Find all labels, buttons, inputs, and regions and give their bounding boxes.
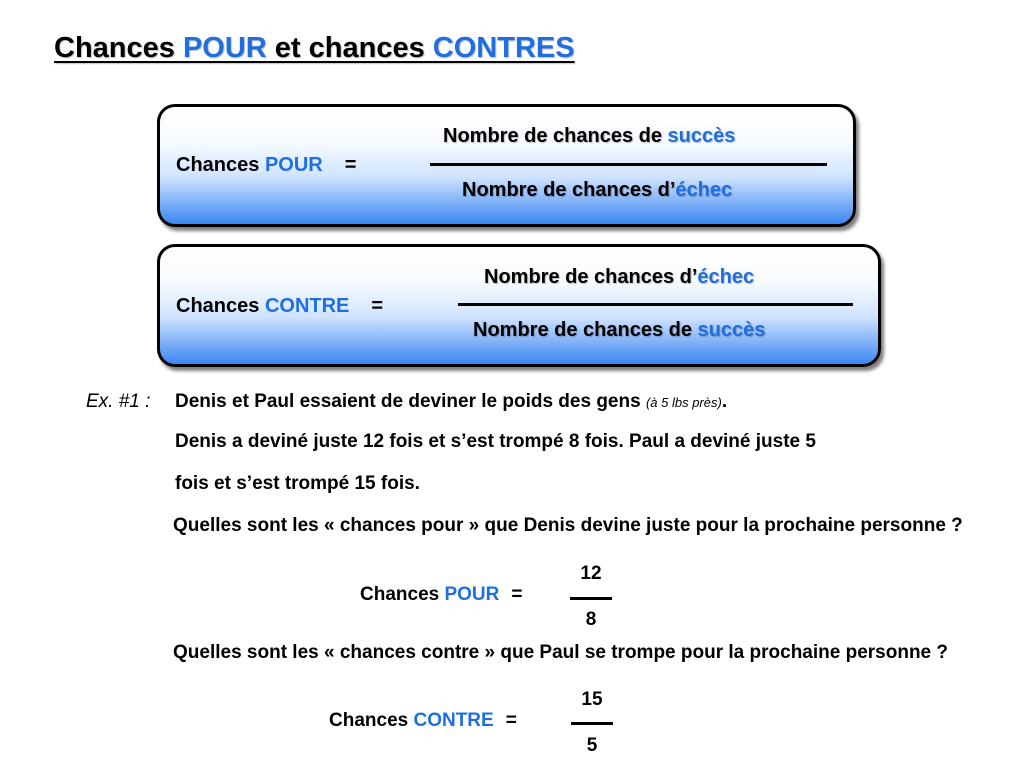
formula-pour-lhs-highlight: POUR	[264, 154, 323, 176]
question-1: Quelles sont les « chances pour » que Denis devine juste pour la prochaine personne ?	[173, 515, 963, 536]
formula-contre-lhs-highlight: CONTRE	[264, 295, 350, 317]
example-line-1-note: (à 5 lbs près)	[645, 395, 722, 410]
example-label: Ex. #1 :	[86, 391, 151, 412]
formula-contre-lhs-word: Chances	[176, 295, 265, 317]
title-text-2: et chances	[266, 32, 433, 64]
answer-2-lhs-word: Chances	[329, 710, 414, 731]
formula-pour-numerator-highlight: succès	[667, 125, 736, 147]
answer-1-lhs	[360, 584, 523, 606]
formula-contre-equals: =	[371, 295, 384, 317]
answer-2-equals: =	[505, 710, 517, 731]
answer-1-denominator: 8	[585, 609, 597, 630]
formula-pour-numerator-text: Nombre de chances de	[443, 125, 668, 147]
formula-pour-numerator	[443, 125, 735, 148]
title-pour: POUR	[182, 32, 267, 64]
formula-contre-denominator-text: Nombre de chances de	[473, 319, 698, 341]
answer-2-denominator: 5	[586, 735, 598, 756]
formula-pour-equals: =	[344, 154, 357, 176]
answer-1-equals: =	[511, 584, 523, 605]
formula-pour-denominator-text: Nombre de chances d’	[462, 179, 676, 201]
formula-pour-lhs	[176, 154, 356, 177]
formula-contre-denominator-highlight: succès	[697, 319, 766, 341]
formula-contre-fraction-bar	[458, 303, 853, 306]
answer-2-fraction-bar	[571, 722, 613, 725]
title-contres: CONTRES	[432, 32, 575, 64]
example-line-1	[175, 391, 727, 413]
formula-contre-lhs	[176, 295, 383, 318]
example-line-1-end: .	[721, 391, 728, 412]
formula-contre-numerator-text: Nombre de chances d’	[484, 266, 698, 288]
page-title	[54, 32, 575, 65]
formula-contre-numerator	[484, 266, 754, 289]
answer-2-lhs	[329, 710, 517, 732]
formula-pour-denominator	[462, 179, 732, 202]
formula-pour-fraction-bar	[430, 163, 827, 166]
question-2: Quelles sont les « chances contre » que Paul se trompe pour la prochaine personne ?	[173, 642, 949, 663]
formula-contre-denominator	[473, 319, 765, 342]
formula-contre-numerator-highlight: échec	[697, 266, 755, 288]
title-text-1: Chances	[54, 32, 183, 64]
answer-2-numerator: 15	[581, 689, 603, 710]
formula-box-pour	[157, 104, 856, 227]
example-line-1-text: Denis et Paul essaient de deviner le poids des gens	[175, 391, 646, 412]
formula-pour-denominator-highlight: échec	[675, 179, 733, 201]
answer-2-lhs-highlight: CONTRE	[413, 710, 494, 731]
answer-1-numerator: 12	[580, 563, 602, 584]
answer-1-fraction-bar	[570, 597, 612, 600]
example-line-2: Denis a deviné juste 12 fois et s’est trompé 8 fois. Paul a deviné juste 5	[175, 431, 816, 452]
formula-pour-lhs-word: Chances	[176, 154, 265, 176]
answer-1-lhs-word: Chances	[360, 584, 445, 605]
answer-1-lhs-highlight: POUR	[444, 584, 500, 605]
formula-box-contre	[157, 244, 881, 367]
example-line-3: fois et s’est trompé 15 fois.	[175, 473, 420, 494]
